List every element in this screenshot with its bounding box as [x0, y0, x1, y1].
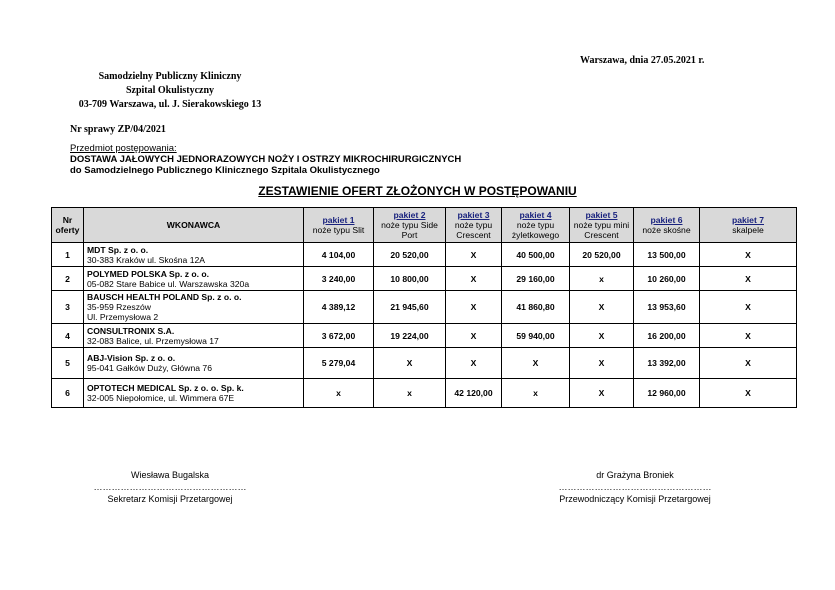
offer-number: 4	[52, 324, 84, 348]
header-package-4: pakiet 4 noże typu żyletkowego	[502, 208, 570, 243]
signature-right-dots: ……………………………………………	[558, 482, 712, 492]
table-header-row	[52, 208, 797, 243]
contractor-cell	[84, 291, 304, 324]
subject-block	[70, 143, 461, 176]
package-2-price: 21 945,60	[374, 291, 446, 324]
offer-number: 3	[52, 291, 84, 324]
contractor-address: 32-083 Balice, ul. Przemysłowa 17	[87, 335, 219, 346]
package-1-price: 3 672,00	[304, 324, 374, 348]
contractor-name: OPTOTECH MEDICAL Sp. z o. o. Sp. k.	[87, 383, 244, 393]
signature-left	[70, 469, 270, 505]
subject-line1: DOSTAWA JAŁOWYCH JEDNORAZOWYCH NOŻY I OSTRZY MIKROCHIRURGICZNYCH	[70, 154, 462, 165]
package-2-price: 20 520,00	[374, 243, 446, 267]
institution-block	[70, 70, 270, 112]
package-5-price: X	[570, 324, 634, 348]
contractor-name: BAUSCH HEALTH POLAND Sp. z o. o.	[87, 292, 242, 302]
package-4-price: X	[502, 348, 570, 379]
contractor-address: 35-959 Rzeszów	[87, 302, 152, 312]
offer-number: 1	[52, 243, 84, 267]
header-package-2: pakiet 2 noże typu Side Port	[374, 208, 446, 243]
contractor-cell	[84, 348, 304, 379]
package-5-price: X	[570, 348, 634, 379]
package-7-price: X	[700, 348, 797, 379]
signature-left-name: Wiesława Bugalska	[130, 470, 210, 480]
contractor-address: 32-005 Niepołomice, ul. Wimmera 67E	[87, 393, 235, 403]
contractor-cell	[84, 267, 304, 291]
package-2-price: X	[374, 348, 446, 379]
signature-right	[535, 469, 735, 505]
header-nr: Nr oferty	[52, 208, 84, 243]
subject-label: Przedmiot postępowania:	[70, 143, 177, 154]
package-2-price: x	[374, 379, 446, 408]
contractor-address: 95-041 Gałków Duży, Główna 76	[87, 363, 212, 373]
table-row	[52, 379, 797, 408]
contractor-cell	[84, 243, 304, 267]
package-4-price: 29 160,00	[502, 267, 570, 291]
contractor-name: POLYMED POLSKA Sp. z o. o.	[87, 268, 210, 279]
package-3-price: X	[446, 243, 502, 267]
package-6-price: 10 260,00	[634, 267, 700, 291]
header-package-6: pakiet 6 noże skośne	[634, 208, 700, 243]
package-4-price: 41 860,80	[502, 291, 570, 324]
contractor-address: Ul. Przemysłowa 2	[87, 312, 159, 322]
contractor-cell	[84, 324, 304, 348]
package-7-price: X	[700, 267, 797, 291]
package-7-price: X	[700, 324, 797, 348]
table-row	[52, 291, 797, 324]
package-5-price: x	[570, 267, 634, 291]
signature-left-dots: ……………………………………………	[93, 482, 247, 492]
package-7-price: X	[700, 291, 797, 324]
institution-name-line2: Szpital Okulistyczny	[125, 85, 215, 96]
signature-right-name: dr Grażyna Broniek	[596, 470, 674, 480]
package-4-price: 40 500,00	[502, 243, 570, 267]
package-3-price: X	[446, 348, 502, 379]
subject-line2: do Samodzielnego Publicznego Klinicznego Szpitala Okulistycznego	[70, 165, 380, 176]
case-number: Nr sprawy ZP/04/2021	[70, 124, 166, 135]
package-1-price: 3 240,00	[304, 267, 374, 291]
contractor-cell	[84, 379, 304, 408]
offer-number: 2	[52, 267, 84, 291]
signature-left-role: Sekretarz Komisji Przetargowej	[107, 494, 233, 504]
date-line: Warszawa, dnia 27.05.2021 r.	[580, 55, 705, 66]
package-5-price: 20 520,00	[570, 243, 634, 267]
contractor-name: ABJ-Vision Sp. z o. o.	[87, 353, 176, 363]
package-6-price: 13 500,00	[634, 243, 700, 267]
package-1-price: x	[304, 379, 374, 408]
package-1-price: 5 279,04	[304, 348, 374, 379]
offer-number: 6	[52, 379, 84, 408]
header-package-1: pakiet 1 noże typu Slit	[304, 208, 374, 243]
package-6-price: 13 392,00	[634, 348, 700, 379]
institution-address: 03-709 Warszawa, ul. J. Sierakowskiego 13	[78, 99, 262, 110]
package-3-price: X	[446, 291, 502, 324]
package-5-price: X	[570, 291, 634, 324]
package-4-price: 59 940,00	[502, 324, 570, 348]
package-3-price: X	[446, 324, 502, 348]
offers-table	[51, 207, 797, 408]
package-1-price: 4 389,12	[304, 291, 374, 324]
package-4-price: x	[502, 379, 570, 408]
table-row	[52, 348, 797, 379]
header-package-3: pakiet 3 noże typu Crescent	[446, 208, 502, 243]
table-row	[52, 243, 797, 267]
package-5-price: X	[570, 379, 634, 408]
contractor-name: CONSULTRONIX S.A.	[87, 325, 175, 336]
package-6-price: 13 953,60	[634, 291, 700, 324]
offer-number: 5	[52, 348, 84, 379]
header-contractor: WKONAWCA	[84, 208, 304, 243]
header-package-7: pakiet 7 skalpele	[700, 208, 797, 243]
contractor-name: MDT Sp. z o. o.	[87, 244, 149, 255]
package-1-price: 4 104,00	[304, 243, 374, 267]
table-row	[52, 324, 797, 348]
institution-name-line1: Samodzielny Publiczny Kliniczny	[98, 71, 242, 82]
signature-right-role: Przewodniczący Komisji Przetargowej	[559, 494, 711, 504]
package-3-price: 42 120,00	[446, 379, 502, 408]
package-6-price: 16 200,00	[634, 324, 700, 348]
package-2-price: 10 800,00	[374, 267, 446, 291]
table-row	[52, 267, 797, 291]
package-2-price: 19 224,00	[374, 324, 446, 348]
package-3-price: X	[446, 267, 502, 291]
contractor-address: 30-383 Kraków ul. Skośna 12A	[87, 254, 205, 265]
package-6-price: 12 960,00	[634, 379, 700, 408]
document-heading: ZESTAWIENIE OFERT ZŁOŻONYCH W POSTĘPOWANIU	[258, 184, 577, 198]
package-7-price: X	[700, 243, 797, 267]
contractor-address: 05-082 Stare Babice ul. Warszawska 320a	[87, 278, 250, 289]
package-7-price: X	[700, 379, 797, 408]
header-package-5: pakiet 5 noże typu mini Crescent	[570, 208, 634, 243]
